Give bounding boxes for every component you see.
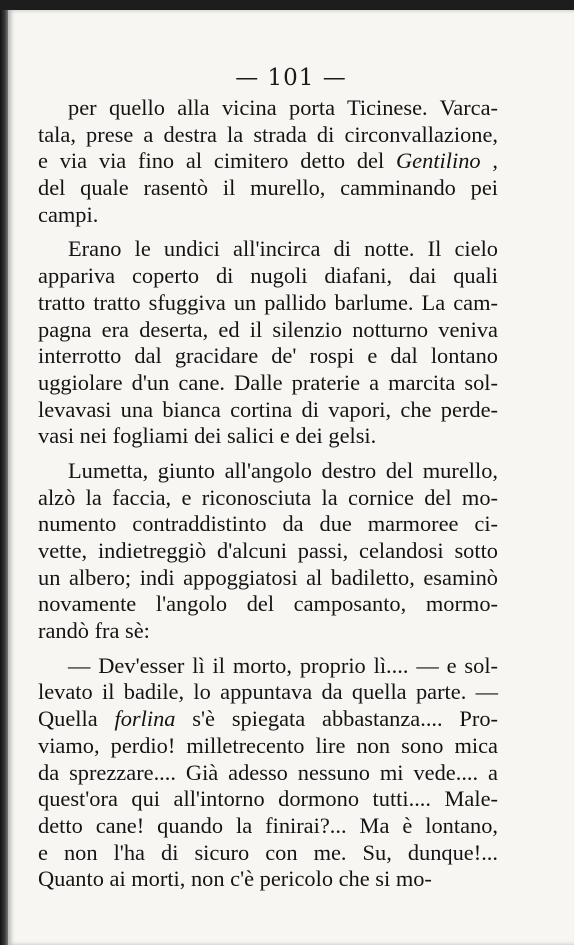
text-line: — Dev'esser lì il morto, proprio lì.... — e sol- [68, 652, 498, 678]
text-line: appariva coperto di nugoli diafani, dai quali [38, 263, 498, 289]
text-line: vasi nei fogliami dei salici e dei gelsi. [38, 423, 377, 449]
body-text [38, 95, 498, 893]
italic-term: forlina [114, 706, 176, 732]
scan-top-border [0, 0, 574, 10]
page-number: — 101 — [235, 65, 347, 91]
text-line: e via via fino al cimitero detto del Gentilino , [38, 148, 498, 174]
text-line: Quella forlina s'è spiegata abbastanza.... Pro- [38, 706, 498, 732]
italic-term: Gentilino [396, 148, 481, 174]
text-line: quest'ora qui all'intorno dormono tutti.... Male- [38, 786, 498, 812]
text-line: interrotto dal gracidare de' rospi e dal lontano [38, 343, 498, 369]
text-line: un albero; indi appoggiatosi al badiletto, esaminò [38, 564, 498, 590]
text-line: tala, prese a destra la strada di circonvallazione, [38, 121, 498, 147]
text-line: vette, indietreggiò d'alcuni passi, celandosi sotto [38, 538, 498, 563]
text-line: Erano le undici all'incirca di notte. Il cielo [68, 236, 498, 262]
book-page [8, 10, 574, 945]
text-line: viamo, perdio! milletrecento lire non sono mica [38, 732, 498, 758]
text-line: Lumetta, giunto all'angolo destro del murello, [68, 457, 498, 483]
text-line: novamente l'angolo del camposanto, mormo- [38, 591, 498, 617]
text-line: del quale rasentò il murello, camminando pei [38, 175, 498, 201]
book-spine-shadow [0, 0, 8, 945]
text-line: detto cane! quando la finirai?... Ma è lontano, [38, 812, 498, 838]
paragraph [38, 653, 498, 893]
text-line: campi. [38, 201, 99, 227]
text-line: tratto tratto sfuggiva un pallido barlume. La cam- [38, 289, 498, 315]
text-line: pagna era deserta, ed il silenzio notturno veniva [38, 316, 498, 342]
text-line: levato il badile, lo appuntava da quella parte. — [38, 679, 498, 705]
text-line: e non l'ha di sicuro con me. Su, dunque!... [38, 839, 498, 865]
text-line: da sprezzare.... Già adesso nessuno mi vede.... a [38, 759, 498, 785]
text-line: per quello alla vicina porta Ticinese. Varca- [68, 95, 498, 120]
paragraph [38, 458, 498, 645]
paragraph [38, 236, 498, 450]
text-line: uggiolare d'un cane. Dalle praterie a marcita sol- [38, 369, 498, 395]
text-line: randò fra sè: [38, 618, 150, 644]
paragraph [38, 95, 498, 228]
text-line: numento contraddistinto da due marmoree ci- [38, 511, 498, 537]
text-line: levavasi una bianca cortina di vapori, che perde- [38, 396, 498, 422]
text-line: alzò la faccia, e riconosciuta la cornice del mo- [38, 484, 498, 510]
text-line: Quanto ai morti, non c'è pericolo che si mo- [38, 866, 432, 892]
